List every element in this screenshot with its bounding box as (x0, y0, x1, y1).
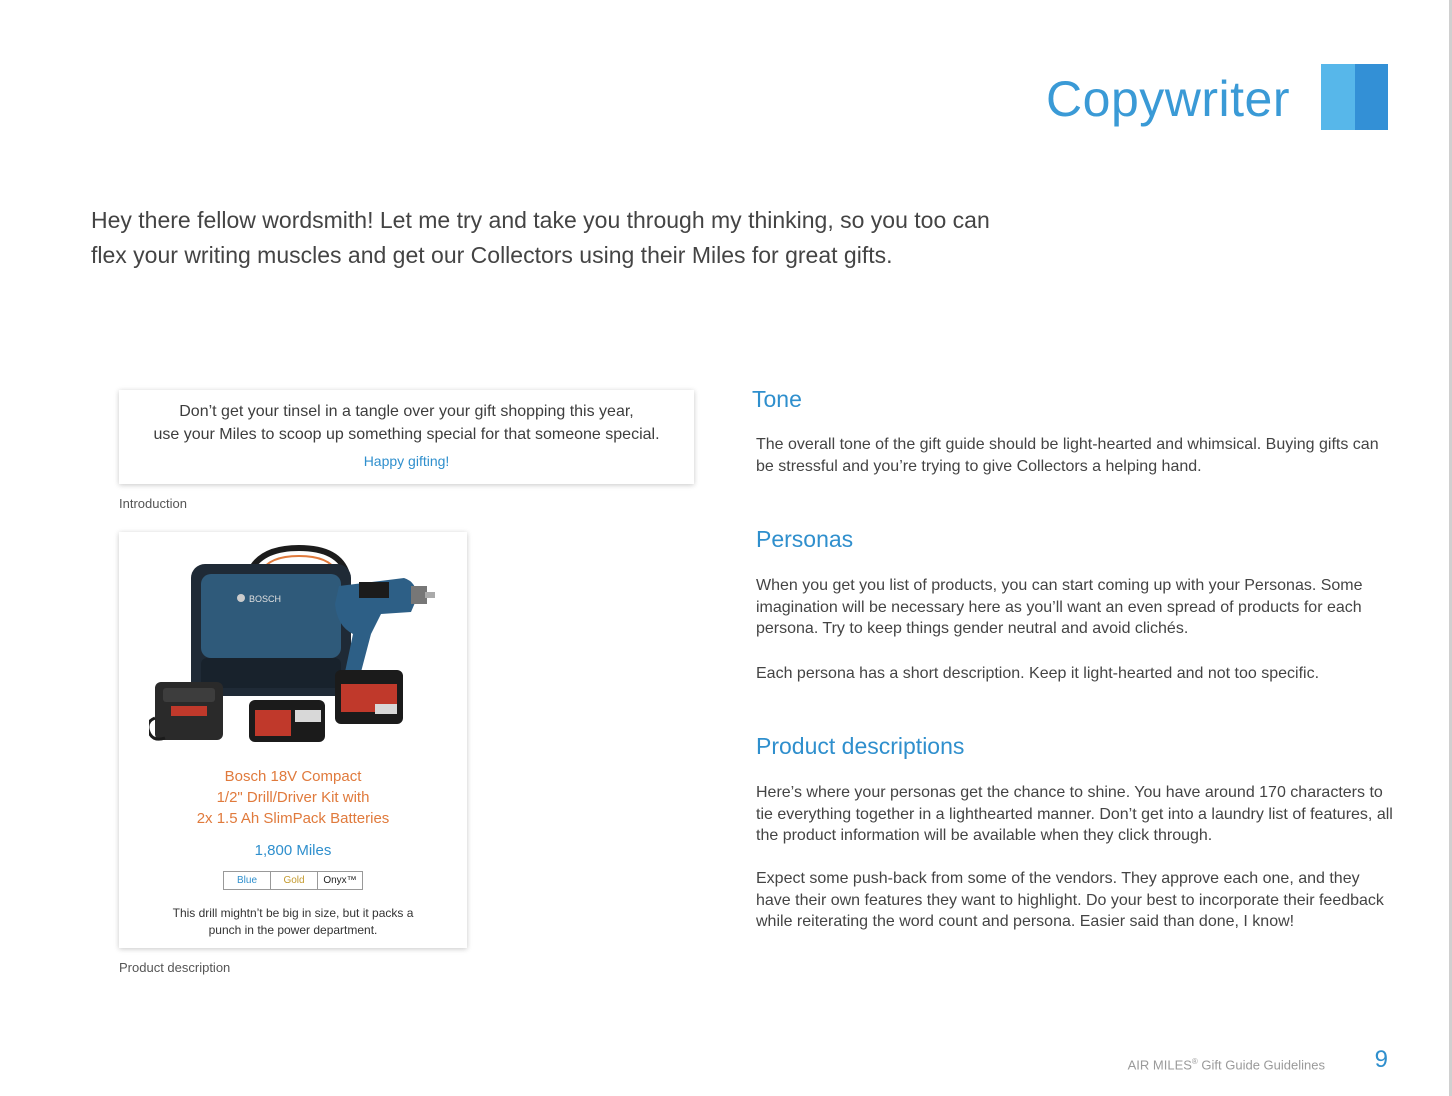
intro-example-card (119, 390, 694, 484)
intro-example-happy: Happy gifting! (363, 453, 450, 469)
product-example-card (119, 532, 467, 948)
product-description-line-2: punch in the power department. (208, 923, 378, 937)
product-caption: Product description (119, 960, 231, 975)
product-description (159, 905, 427, 939)
product-name-line-2: 1/2" Drill/Driver Kit with (216, 789, 370, 806)
page-number: 9 (1374, 1046, 1388, 1073)
product-miles: 1,800 Miles (254, 842, 332, 859)
title-color-block (1321, 64, 1388, 130)
personas-body-2: Each persona has a short description. Keep it light-hearted and not too specific. (756, 665, 1320, 682)
intro-caption: Introduction (119, 496, 187, 511)
title-block-dark (1355, 64, 1388, 130)
footer-subtitle: Gift Guide Guidelines (1197, 1057, 1325, 1073)
product-description-line-1: This drill mightn’t be big in size, but it packs a (172, 906, 414, 920)
product-descriptions-body-1: Here’s where your personas get the chance to shine. You have around 170 characters to tie everything together in a lighthearted manner. Don’t get into a laundry list of features, all the product information will be available when they click through. (756, 784, 1393, 844)
product-name-line-3: 2x 1.5 Ah SlimPack Batteries (196, 810, 390, 827)
tier-selector (223, 871, 363, 890)
personas-body-1: When you get you list of products, you can start coming up with your Personas. Some imagination will be necessary here as you’ll want an even spread of products for each persona. Try to keep things gender neutral and avoid clichés. (756, 577, 1363, 637)
tone-body: The overall tone of the gift guide should be light-hearted and whimsical. Buying gifts can be stressful and you’re trying to give Collectors a helping hand. (756, 436, 1379, 475)
bag-brand-text: BOSCH (249, 594, 282, 604)
footer-brand: AIR MILES (1127, 1057, 1192, 1073)
page-title: Copywriter (1046, 71, 1290, 127)
intro-example-line-2: use your Miles to scoop up something special for that someone special. (153, 426, 660, 443)
product-name-line-1: Bosch 18V Compact (224, 768, 362, 785)
product-descriptions-heading: Product descriptions (756, 733, 965, 759)
intro-example-line-1: Don’t get your tinsel in a tangle over your gift shopping this year, (179, 403, 634, 420)
drill-kit-image (149, 542, 439, 752)
tier-blue[interactable]: Blue (224, 872, 271, 889)
footer-title (1070, 1057, 1325, 1072)
footer-registered-mark: ® (1191, 1057, 1198, 1066)
product-descriptions-body-2: Expect some push-back from some of the vendors. They approve each one, and they have their own features they want to highlight. Do your best to incorporate their feedback while reiterating the word count and persona. Easier said than done, I know! (756, 870, 1384, 930)
product-name (119, 766, 467, 829)
title-block-light (1321, 64, 1355, 130)
tier-gold[interactable]: Gold (271, 872, 318, 889)
tone-heading: Tone (752, 386, 802, 412)
personas-heading: Personas (756, 526, 854, 552)
intro-paragraph: Hey there fellow wordsmith! Let me try and take you through my thinking, so you too can flex your writing muscles and get our Collectors using their Miles for great gifts. (91, 207, 990, 268)
tier-onyx[interactable]: Onyx™ (323, 875, 357, 886)
